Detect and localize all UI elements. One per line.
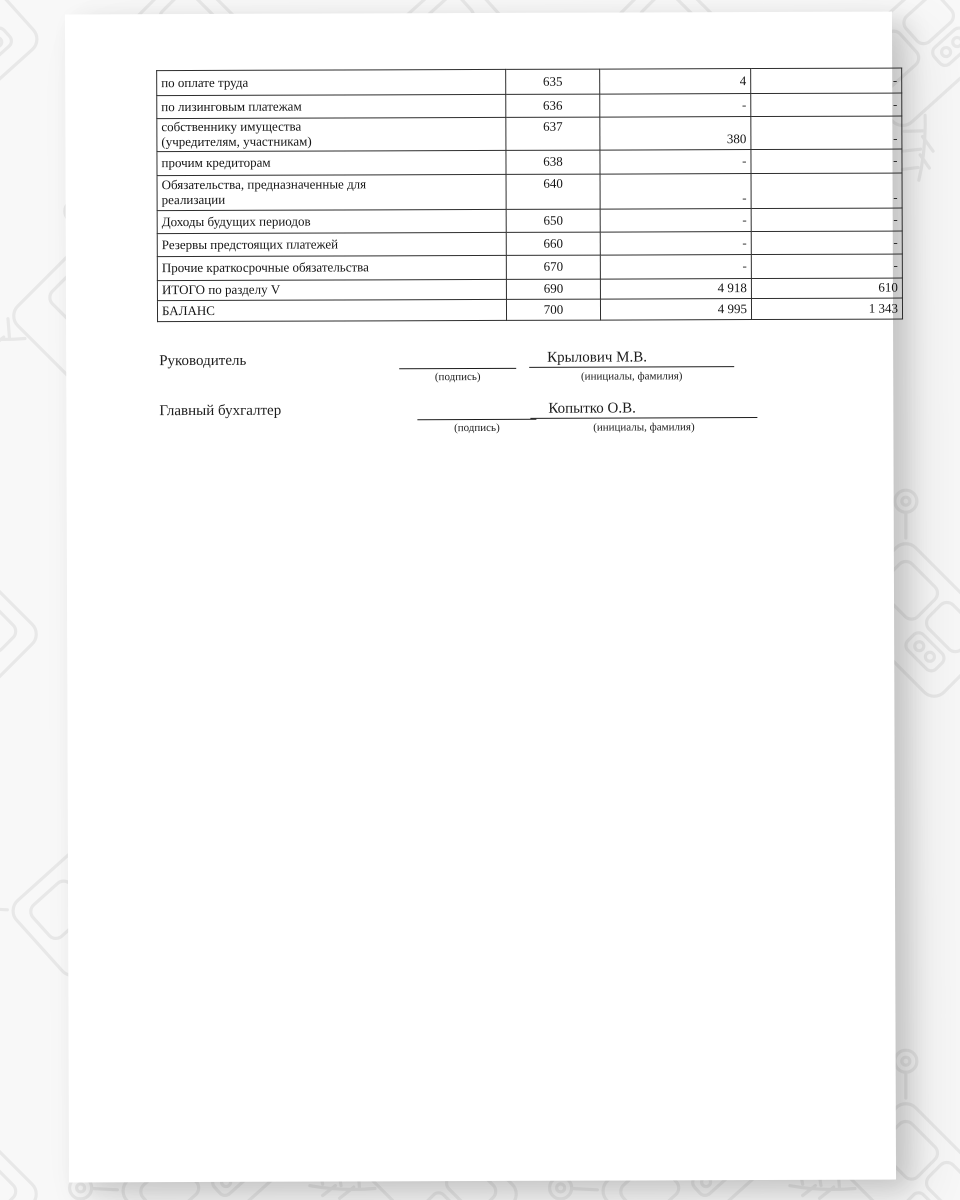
row-label-cell: Прочие краткосрочные обязательства xyxy=(157,255,506,280)
row-code-cell: 700 xyxy=(506,299,600,320)
table-row xyxy=(157,231,902,257)
table-row xyxy=(157,68,902,96)
balance-sheet-table xyxy=(156,68,903,323)
row-code-cell: 690 xyxy=(506,279,600,299)
table-row xyxy=(157,254,902,281)
table-row-balance-total xyxy=(157,298,902,322)
row-value1-cell: 4 xyxy=(600,69,751,95)
row-value2-cell: - xyxy=(751,116,902,150)
head-name-caption: (инициалы, фамилия) xyxy=(580,370,683,383)
row-code-cell: 638 xyxy=(506,150,600,174)
row-value1-cell: 4 995 xyxy=(600,299,751,321)
row-label-cell: БАЛАНС xyxy=(157,299,506,321)
row-code-cell: 670 xyxy=(506,255,600,279)
row-code-cell: 636 xyxy=(506,94,600,117)
table-row xyxy=(157,173,902,211)
head-role-label: Руководитель xyxy=(159,352,247,370)
row-value2-cell: 1 343 xyxy=(751,298,902,320)
head-signature-caption: (подпись) xyxy=(434,370,481,384)
row-value2-cell: - xyxy=(751,68,902,94)
row-value2-cell: - xyxy=(751,173,902,209)
row-code-cell: 650 xyxy=(506,209,600,232)
head-name: Крылович М.В. xyxy=(529,347,734,368)
row-value2-cell: 610 xyxy=(751,278,902,299)
row-value1-cell: 380 xyxy=(600,117,751,151)
row-code-cell: 637 xyxy=(506,117,600,150)
document-page xyxy=(65,12,899,1183)
row-value1-cell: - xyxy=(600,94,751,118)
table-row xyxy=(157,93,902,119)
table-row xyxy=(157,208,902,234)
row-label-cell: Резервы предстоящих платежей xyxy=(157,232,506,256)
table-row xyxy=(157,116,902,152)
row-value1-cell: - xyxy=(600,255,751,280)
table-row-total-section xyxy=(157,278,902,301)
head-signature-line xyxy=(399,350,516,369)
row-value1-cell: - xyxy=(600,174,751,210)
row-label-cell: Обязательства, предназначенные для реализации xyxy=(157,174,506,210)
row-label-cell: прочим кредиторам xyxy=(157,150,506,175)
row-label-cell: Доходы будущих периодов xyxy=(157,209,506,233)
accountant-signature-line xyxy=(417,401,536,420)
row-value2-cell: - xyxy=(751,149,902,174)
row-label-cell: по лизинговым платежам xyxy=(157,94,506,118)
row-value2-cell: - xyxy=(751,208,902,232)
row-code-cell: 635 xyxy=(506,69,600,94)
row-value1-cell: - xyxy=(600,209,751,233)
row-value2-cell: - xyxy=(751,254,902,279)
accountant-role-label: Главный бухгалтер xyxy=(159,402,282,420)
accountant-name-caption: (инициалы, фамилия) xyxy=(593,421,695,434)
row-label-cell: ИТОГО по разделу V xyxy=(157,279,506,300)
row-value1-cell: 4 918 xyxy=(600,279,751,300)
row-value1-cell: - xyxy=(600,232,751,256)
table-row xyxy=(157,149,902,176)
row-label-cell: собственнику имущества (учредителям, участникам) xyxy=(157,117,506,151)
accountant-signature-caption: (подпись) xyxy=(454,421,500,435)
row-code-cell: 640 xyxy=(506,174,600,209)
row-value2-cell: - xyxy=(751,231,902,255)
row-value1-cell: - xyxy=(600,150,751,175)
row-code-cell: 660 xyxy=(506,232,600,255)
accountant-name: Копытко О.В. xyxy=(530,398,757,419)
row-value2-cell: - xyxy=(751,93,902,117)
row-label-cell: по оплате труда xyxy=(157,69,506,95)
